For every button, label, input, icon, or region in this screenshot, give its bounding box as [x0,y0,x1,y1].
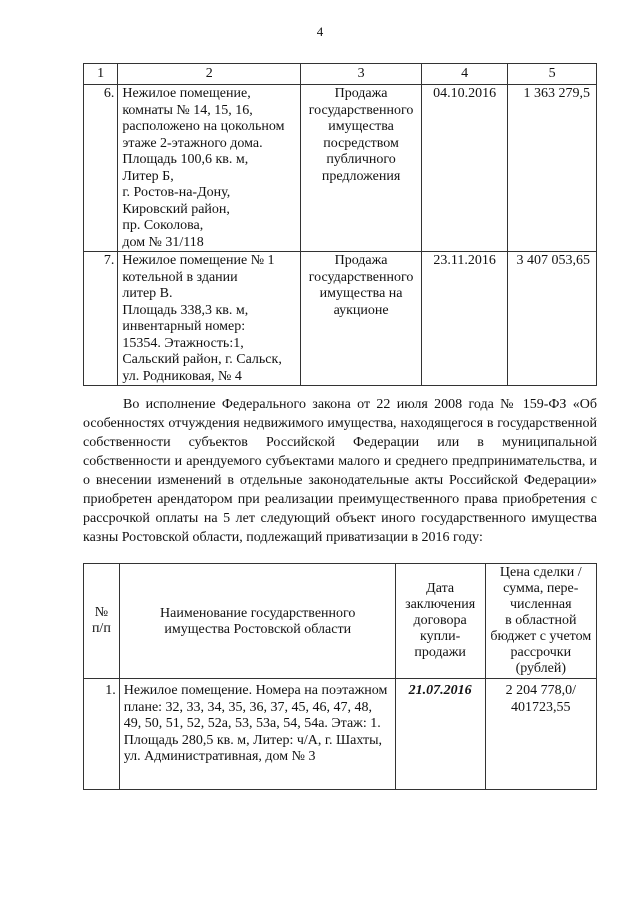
privatization-table [83,563,597,790]
row-number: 6. [84,85,118,252]
header-number: № п/п [84,564,120,679]
column-number-4: 4 [421,64,507,85]
column-number-2: 2 [118,64,301,85]
object-description: Нежилое помещение, комнаты № 14, 15, 16, расположено на цокольном этаже 2-этажного дома. Площадь 100,6 кв. м, Литер Б, г. Ростов-на-Дону, Кировский район, пр. Соколова, дом № 31/118 [118,85,301,252]
object-description: Нежилое помещение № 1 котельной в здании литер В. Площадь 338,3 кв. м, инвентарный номер: 15354. Этажность:1, Сальский район, г. Сальск, ул. Родниковая, № 4 [118,252,301,386]
column-number-3: 3 [301,64,422,85]
table-header-row [84,64,597,85]
sale-method: Продажа государственного имущества на аукционе [301,252,422,386]
sale-date: 04.10.2016 [421,85,507,252]
row-number: 7. [84,252,118,386]
table-header-row [84,564,597,679]
table-row [84,679,597,790]
row-number: 1. [84,679,120,790]
column-number-1: 1 [84,64,118,85]
sale-price: 3 407 053,65 [508,252,597,386]
sale-method: Продажа государственного имущества посредством публичного предложения [301,85,422,252]
deal-price: 2 204 778,0/ 401723,55 [485,679,596,790]
objects-table [83,63,597,386]
header-price: Цена сделки / сумма, пере- численная в областной бюджет с учетом рассрочки (рублей) [485,564,596,679]
sale-date: 23.11.2016 [421,252,507,386]
page-number: 4 [316,24,324,39]
header-date: Дата заключения договора купли- продажи [395,564,485,679]
body-paragraph: Во исполнение Федерального закона от 22 июля 2008 года № 159-ФЗ «Об особенностях отчуждения недвижимого имущества, находящегося в государственной собственности субъектов Российской Федерации или в муниципальной собственности и арендуемого субъектами малого и среднего предпринимательства, и о внесении изменений в отдельные законодательные акты Российской Федерации» приобретен арендатором при реализации преимущественного права приобретения с рассрочкой оплаты на 5 лет следующий объект иного государственного имущества казны Ростовской области, подлежащий приватизации в 2016 году: [83,397,597,545]
table-row [84,252,597,386]
header-name: Наименование государственного имущества Ростовской области [119,564,395,679]
object-description: Нежилое помещение. Номера на поэтажном плане: 32, 33, 34, 35, 36, 37, 45, 46, 47, 48, 49, 50, 51, 52, 52а, 53, 53а, 54, 54а. Этаж: 1. Площадь 280,5 кв. м, Литер: ч/А, г. Шахты, ул. Административная, дом № 3 [119,679,395,790]
contract-date: 21.07.2016 [395,679,485,790]
table-row [84,85,597,252]
sale-price: 1 363 279,5 [508,85,597,252]
column-number-5: 5 [508,64,597,85]
